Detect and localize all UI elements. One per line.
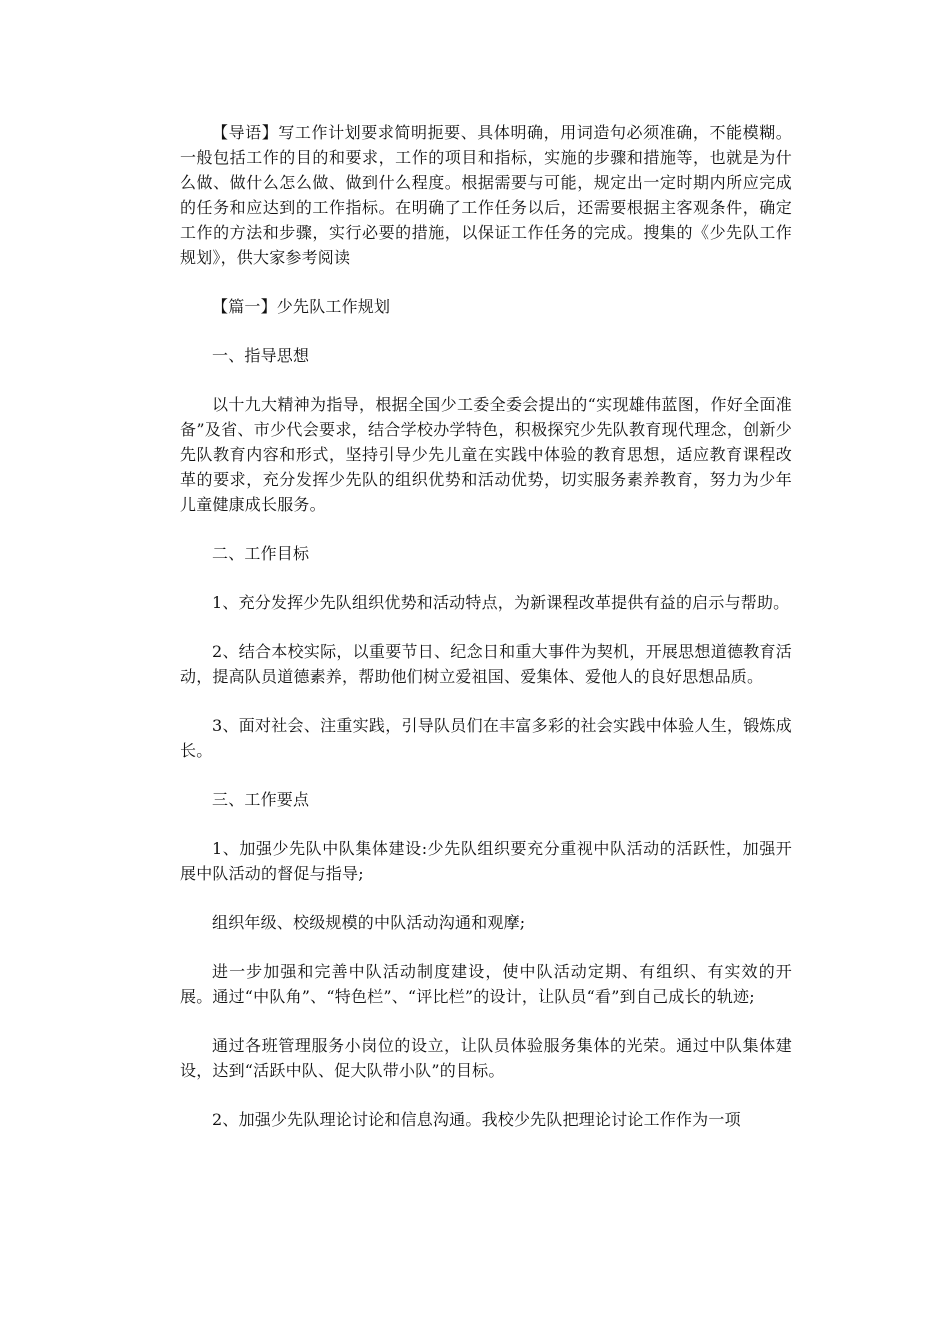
heading-guiding-thought: 一、指导思想 [212,346,310,365]
goal-item-1: 1、充分发挥少先队组织优势和活动特点，为新课程改革提供有益的启示与帮助。 [212,593,790,612]
section-title: 【篇一】少先队工作规划 [212,297,391,316]
heading-work-points: 三、工作要点 [212,790,310,809]
intro-paragraph: 【导语】写工作计划要求简明扼要、具体明确，用词造句必须准确，不能模糊。一般包括工作的目的和要求，工作的项目和指标，实施的步骤和措施等，也就是为什么做、做什么怎么做、做到什么程度。根据需要与可能，规定出一定时期内所应完成的任务和应达到的工作指标。在明确了工作任务以后，还需要根据主客观条件，确定工作的方法和步骤，实行必要的措施，以保证工作任务的完成。搜集的《少先队工作规划》，供大家参考阅读 [180,123,792,267]
point-item-2: 2、加强少先队理论讨论和信息沟通。我校少先队把理论讨论工作作为一项 [212,1110,741,1129]
point-paragraph-service: 通过各班管理服务小岗位的设立，让队员体验服务集体的光荣。通过中队集体建设，达到“活跃中队、促大队带小队”的目标。 [180,1036,792,1080]
point-paragraph-organize: 组织年级、校级规模的中队活动沟通和观摩; [212,913,526,932]
document-body [180,120,792,1132]
goal-item-2: 2、结合本校实际，以重要节日、纪念日和重大事件为契机，开展思想道德教育活动，提高队员道德素养，帮助他们树立爱祖国、爱集体、爱他人的良好思想品质。 [180,642,792,686]
goal-item-3: 3、面对社会、注重实践，引导队员们在丰富多彩的社会实践中体验人生，锻炼成长。 [180,716,792,760]
point-item-1: 1、加强少先队中队集体建设:少先队组织要充分重视中队活动的活跃性，加强开展中队活动的督促与指导; [180,839,792,883]
heading-work-goals: 二、工作目标 [212,544,310,563]
point-paragraph-strengthen: 进一步加强和完善中队活动制度建设，使中队活动定期、有组织、有实效的开展。通过“中队角”、“特色栏”、“评比栏”的设计，让队员“看”到自己成长的轨迹; [180,962,792,1006]
paragraph-guiding-thought: 以十九大精神为指导，根据全国少工委全委会提出的“实现雄伟蓝图，作好全面准备”及省、市少代会要求，结合学校办学特色，积极探究少先队教育现代理念，创新少先队教育内容和形式，坚持引导少先儿童在实践中体验的教育思想，适应教育课程改革的要求，充分发挥少先队的组织优势和活动优势，切实服务素养教育，努力为少年儿童健康成长服务。 [180,395,792,514]
